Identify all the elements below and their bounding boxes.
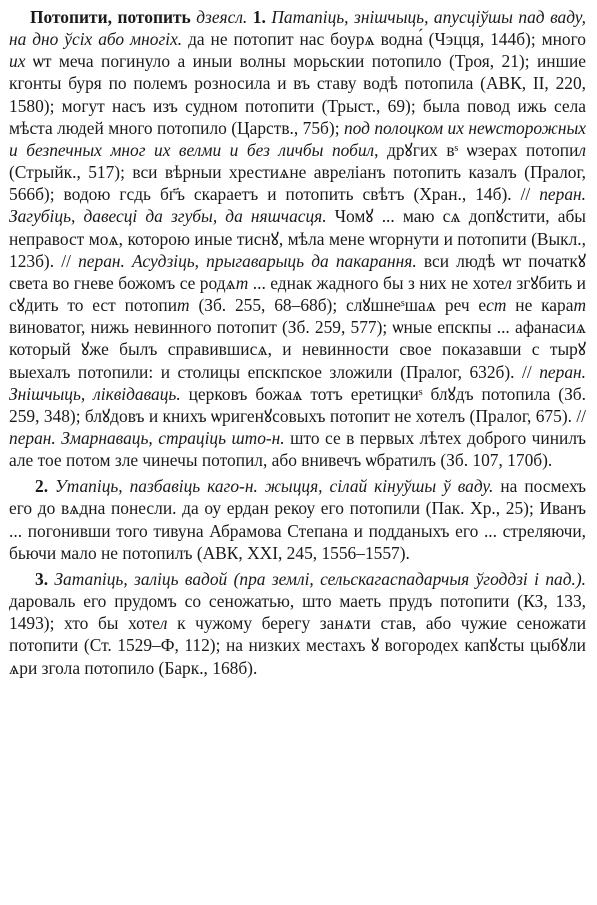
italic-gloss-text: Затапіць, заліць вадой (пра землі, сельскагаспадарчыя ўгоддзі і пад.). [54, 568, 586, 589]
italic-gloss-text: перан. Загубіць, давесці да згубы, да няшчасця. [9, 184, 586, 227]
italic-gloss-text: л [578, 139, 586, 160]
italic-gloss-text: перан. Асудзіць, прыгаварыць да пакарання. [78, 250, 417, 271]
entry-headword: Потопити, потопить [30, 7, 191, 27]
sense-body [9, 476, 586, 562]
entry-grammar-label: дзеясл. [196, 7, 248, 27]
sense-body [9, 7, 586, 470]
quotation-text: на посмехъ его до вѧдна понесли. да оу ердан рекоу его потопили (Пак. Хр., 25); Иванъ ... погонивши того тивуна Абрамова Степана и подданыхъ его ... стреляючи, бьючи мало не потопилъ (АВК, XXI, 245, 1556–1557). [9, 476, 586, 563]
quotation-text [48, 476, 55, 496]
quotation-text: , дрꙋгих вˢ ѡзерах потопи [374, 139, 579, 160]
quotation-text: к чужому берегу занѧти став, або чужие сеножати потопити (Ст. 1529–Ф, 112); на низких местахъ ꙋ вогородех капꙋсты цыбꙋли ѧри згола потопило (Барк., 168б). [9, 613, 587, 678]
italic-gloss-text: л [504, 272, 512, 293]
quotation-text: да не потопит нас боурѧ водна́ (Чэцця, 144б); много [182, 29, 586, 50]
italic-gloss-text: т [235, 272, 249, 293]
quotation-text: Чомꙋ ... маю сѧ допꙋстити, абы неправост моѧ, которою иные тиснꙋ, мѣла мене ѡгорнути и потопити (Выкл., 123б). // [9, 206, 586, 271]
quotation-text: церковъ божаѧ тотъ еретицкиˢ блꙋдъ потопила (Зб. 259, 348); блꙋдовъ и книхъ ѡригенꙋсовыхъ потопит не хотелъ (Пралог, 675). // [9, 383, 586, 426]
sense-body [9, 569, 586, 678]
quotation-text: виноватог, нижь невинного потопит (Зб. 259, 577); ѡные епскпы ... афанасиѧ который ꙋже былъ справившисѧ, и невинности свое показавши с тырꙋ выехалъ потопили: и столицы епскпское зложили (Пралог, 632б). // [9, 317, 586, 382]
quotation-text: ... еднак жадного бы з них не хоте [248, 272, 505, 293]
quotation-text: дароваль его прудомъ со сеножатью, што маеть прудъ потопити (КЗ, 133, 1493); хто бы хоте [9, 591, 586, 634]
italic-gloss-text: их [9, 51, 26, 72]
entry-sense-1 [9, 6, 586, 471]
quotation-text: (Зб. 255, 68–68б); слꙋшнеˢшаѧ реч е [189, 295, 487, 316]
sense-number: 3. [35, 568, 49, 589]
entry-sense-3 [9, 568, 586, 679]
italic-gloss-text: перан. Знішчыць, ліквідаваць. [9, 361, 586, 404]
italic-gloss-text: т [573, 295, 587, 316]
entry-sense-2 [9, 475, 586, 564]
quotation-text: не кара [506, 295, 574, 316]
italic-gloss-text: неѡсторожных и безпечных мног их велми и без личбы побил [9, 117, 586, 160]
italic-gloss-text: т [177, 295, 190, 316]
italic-gloss-text: перан. Змарнаваць, страціць што-н. [9, 427, 285, 448]
italic-gloss-text: ст [486, 295, 507, 316]
italic-gloss-text: Патапіць, знішчыць, апусціўшы пад ваду, на дно ўсіх або многіх. [9, 7, 586, 50]
italic-gloss-text: Утапіць, пазбавіць каго-н. жыцця, сілай кінуўшы ў ваду. [55, 476, 494, 497]
sense-number: 1. [252, 7, 266, 27]
quotation-text: згꙋбить и сꙋдить то ест потопи [9, 272, 586, 316]
quotation-text: (Стрыйк., 517); вси вѣрныи хрестиѧне авреліанъ потопить казалъ (Пралог, 566б); водою гсдь бг҃ъ скараетъ и потопить свѣтъ (Хран., 14б). // [9, 162, 586, 205]
italic-gloss-text: под полоцком их [343, 117, 464, 138]
italic-gloss-text: л [159, 613, 168, 634]
quotation-text: што се в первых лѣтех доброго чинилъ але тое потом зле чинечы потопил, або внивечъ ѡбратилъ (Зб. 107, 170б). [9, 427, 587, 471]
quotation-text: ѡт меча погинуло а иныи волны морьскии потопило (Троя, 21); иншие кгонты буря по полемъ розносила и въ ставу водѣ потопила (АВК, II, 220, 1580); могут насъ изъ судном потопити (Трыст., 69); была повод ижь села мѣста людей много потопило (Царств., 75б); [9, 51, 586, 138]
sense-number: 2. [35, 476, 49, 497]
quotation-text: вси людѣ ѡт початкꙋ света во гневе божомъ се родѧ [9, 250, 586, 293]
